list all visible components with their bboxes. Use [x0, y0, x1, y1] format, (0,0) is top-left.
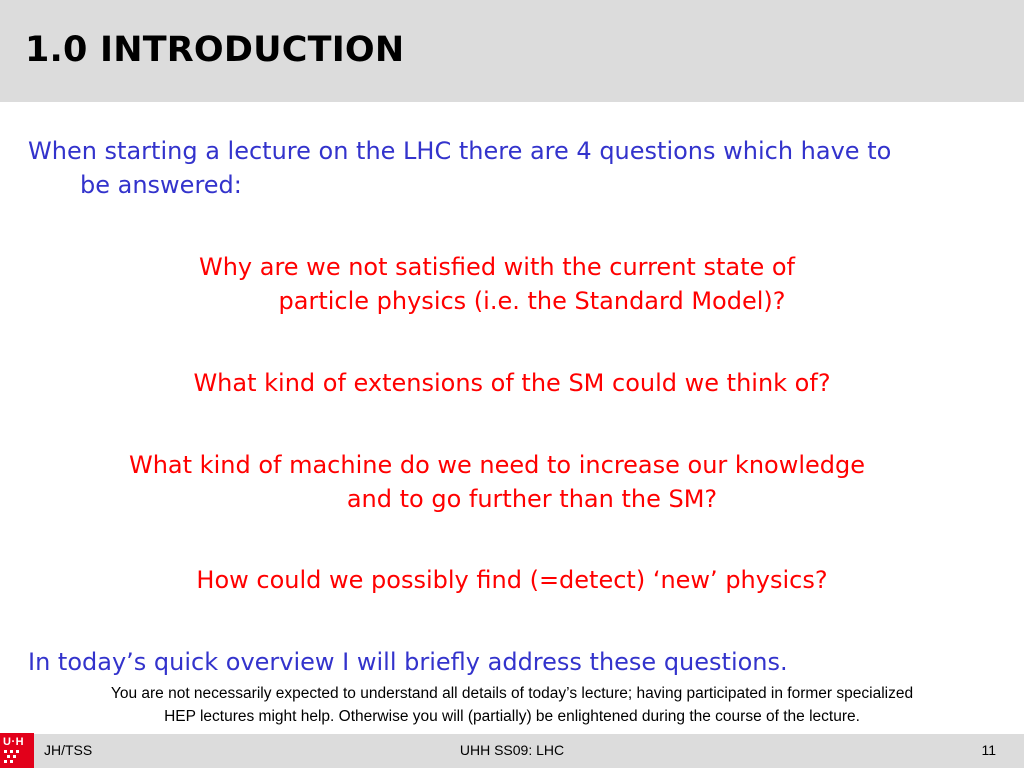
footer-course: UHH SS09: LHC [459, 742, 565, 758]
question-3-line-1: What kind of machine do we need to increase our knowledge [128, 451, 866, 479]
outro-paragraph: In today’s quick overview I will briefly address these questions. [28, 648, 788, 676]
footnote [20, 682, 1004, 728]
footnote-line-2: HEP lectures might help. Otherwise you will (partially) be enlightened during the course of the lecture. [164, 708, 860, 725]
intro-line-1: When starting a lecture on the LHC there are 4 questions which have to [28, 137, 892, 165]
university-logo-text: U·H [3, 736, 25, 748]
question-4-line-1: How could we possibly find (=detect) ‘new’ physics? [196, 566, 828, 594]
question-2-line-1: What kind of extensions of the SM could we think of? [193, 369, 831, 397]
question-3-line-2: and to go further than the SM? [346, 485, 718, 513]
footer-page-number: 11 [981, 742, 996, 758]
question-4 [0, 563, 1024, 597]
question-3 [0, 448, 1024, 516]
footer-author: JH/TSS [44, 742, 93, 758]
question-1-line-2: particle physics (i.e. the Standard Model)? [278, 287, 786, 315]
intro-paragraph [28, 134, 988, 202]
footnote-line-1: You are not necessarily expected to understand all details of today’s lecture; having participated in former specialized [110, 685, 914, 702]
title-bar [0, 0, 1024, 102]
question-1-line-1: Why are we not satisfied with the current state of [198, 253, 796, 281]
question-1 [0, 250, 1024, 318]
intro-line-2: be answered: [80, 171, 242, 199]
slide-title: 1.0 INTRODUCTION [25, 30, 405, 70]
question-2 [0, 366, 1024, 400]
